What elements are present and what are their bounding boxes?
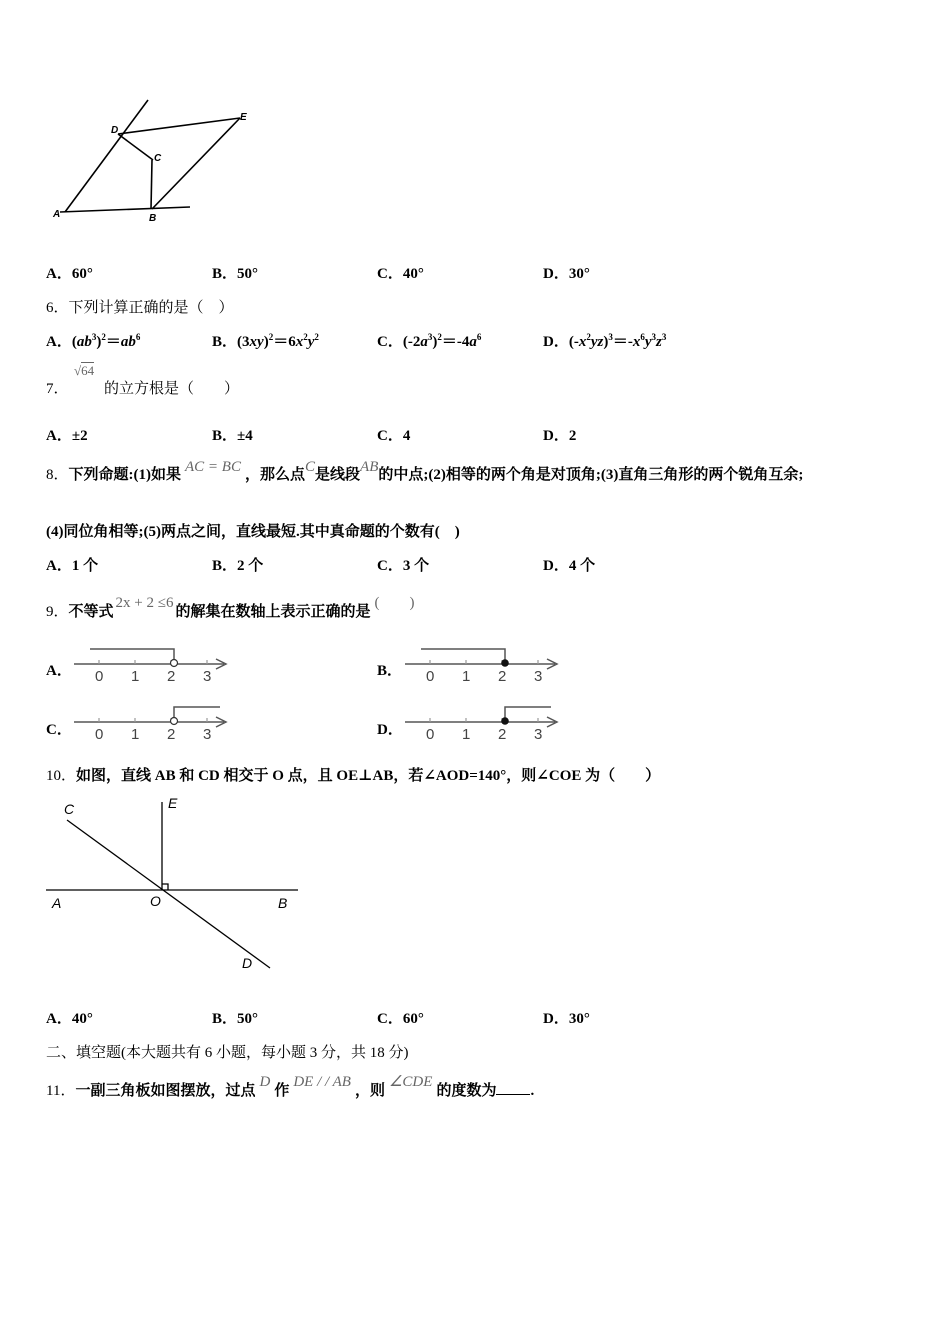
q11-text-4: 的度数为 <box>436 1083 497 1099</box>
line-d-e <box>118 118 240 134</box>
q8-math-3: AB <box>360 459 379 475</box>
q7-radical <box>74 363 94 379</box>
q6-option-b[interactable]: B．$(3xy)^2=6x^2y^2$ <box>212 332 319 350</box>
q9-option-c-label[interactable]: C． <box>46 722 72 738</box>
q9-stem <box>46 595 415 621</box>
fig5-label-e: E <box>240 112 247 123</box>
q8-text-3: 是线段 <box>315 467 361 483</box>
tick-3: 3 <box>203 668 212 685</box>
q9-math: 2x + 2 ≤6 <box>115 595 174 611</box>
tick-2: 2 <box>498 726 507 743</box>
line-a-d <box>65 100 148 212</box>
q11-number: 11． <box>46 1083 76 1099</box>
tick-0: 0 <box>426 726 435 743</box>
fig10-label-o: O <box>150 893 161 909</box>
section-2-title: 二、填空题(本大题共有 6 小题，每小题 3 分，共 18 分) <box>46 1045 409 1061</box>
tick-3: 3 <box>534 726 543 743</box>
q8-line2: (4)同位角相等;(5)两点之间，直线最短.其中真命题的个数有( ) <box>46 524 460 540</box>
q7-option-d[interactable]: D．2 <box>543 428 577 444</box>
q5-option-d[interactable]: D．30° <box>543 266 590 282</box>
q11-text-2: 作 <box>274 1083 290 1099</box>
q5-figure <box>40 95 270 230</box>
q8-line1 <box>46 459 804 484</box>
q8-math-2: C <box>305 459 316 475</box>
q7-radicand: 64 <box>81 363 95 378</box>
q11-math-2: DE / / AB <box>293 1074 351 1090</box>
sqrt-icon: √ <box>74 363 82 378</box>
q11-answer-blank[interactable] <box>496 1080 530 1095</box>
line-d-c <box>118 134 153 160</box>
q9-option-d-numberline[interactable] <box>401 703 563 745</box>
tick-2: 2 <box>167 726 176 743</box>
q8-option-a[interactable]: A．1 个 <box>46 558 99 574</box>
fig5-label-b: B <box>149 213 157 224</box>
fig10-label-a: A <box>52 895 62 911</box>
tick-0: 0 <box>95 726 104 743</box>
q9-paren: ( ) <box>374 595 415 611</box>
q10-option-a[interactable]: A．40° <box>46 1011 93 1027</box>
tick-0: 0 <box>426 668 435 685</box>
open-circle-icon <box>171 660 178 667</box>
q7-option-b[interactable]: B．±4 <box>212 428 253 444</box>
q7-number: 7． <box>46 381 69 397</box>
q7-option-c[interactable]: C．4 <box>377 428 411 444</box>
q10-option-b[interactable]: B．50° <box>212 1011 259 1027</box>
q9-text-1: 不等式 <box>68 604 114 620</box>
q8-text-4: 的中点;(2)相等的两个角是对顶角;(3)直角三角形的两个锐角互余; <box>378 467 804 483</box>
tick-2: 2 <box>167 668 176 685</box>
q10-text: 如图，直线 AB 和 CD 相交于 O 点，且 OE⊥AB，若∠AOD=140°，则∠COE 为（ ） <box>76 768 661 784</box>
q9-text-2: 的解集在数轴上表示正确的是 <box>175 604 371 620</box>
fig10-label-d: D <box>242 955 253 971</box>
q5-option-a[interactable]: A．60° <box>46 266 93 282</box>
fig5-label-c: C <box>154 153 162 164</box>
q9-option-d-label[interactable]: D． <box>377 722 403 738</box>
line-e-b <box>152 118 240 209</box>
q10-stem <box>46 764 660 785</box>
q8-option-d[interactable]: D．4 个 <box>543 558 596 574</box>
q8-text-2: ，那么点 <box>244 467 305 483</box>
q8-number: 8． <box>46 467 69 483</box>
q8-option-c[interactable]: C．3 个 <box>377 558 430 574</box>
q6-stem <box>46 296 234 317</box>
tick-3: 3 <box>203 726 212 743</box>
q9-option-b-label[interactable]: B． <box>377 663 403 679</box>
q11-text-3: ，则 <box>354 1083 385 1099</box>
q8-text-1: 下列命题:(1)如果 <box>68 467 182 483</box>
fig5-label-a: A <box>53 209 61 220</box>
q6-option-c[interactable]: C．$(-2a^3)^2=-4a^6$ <box>377 332 482 350</box>
filled-circle-icon <box>501 717 509 725</box>
q5-option-c[interactable]: C．40° <box>377 266 424 282</box>
q6-option-d[interactable]: D．$(-x^2yz)^3=-x^6y^3z^3$ <box>543 332 667 350</box>
tick-1: 1 <box>462 726 471 743</box>
right-angle-mark <box>162 884 168 890</box>
q9-option-b-numberline[interactable] <box>401 645 563 687</box>
q8-option-b[interactable]: B．2 个 <box>212 558 264 574</box>
fig10-label-c: C <box>64 801 75 817</box>
tick-3: 3 <box>534 668 543 685</box>
q11-math-3: ∠CDE <box>388 1074 433 1090</box>
fig10-label-b: B <box>278 895 288 911</box>
filled-circle-icon <box>501 659 509 667</box>
q11-stem <box>46 1074 535 1100</box>
open-circle-icon <box>171 718 178 725</box>
q9-option-a-label[interactable]: A． <box>46 663 72 679</box>
tick-1: 1 <box>462 668 471 685</box>
q11-text-5: . <box>530 1083 535 1099</box>
line-cd <box>67 820 270 968</box>
tick-0: 0 <box>95 668 104 685</box>
q11-math-1: D <box>259 1074 271 1090</box>
tick-1: 1 <box>131 668 140 685</box>
fig10-label-e: E <box>168 795 178 811</box>
q10-figure <box>40 790 310 980</box>
q7-option-a[interactable]: A．±2 <box>46 428 88 444</box>
q9-option-c-numberline[interactable] <box>70 703 232 745</box>
q5-option-b[interactable]: B．50° <box>212 266 259 282</box>
q8-math-1: AC = BC <box>185 459 241 475</box>
q11-text-1: 一副三角板如图摆放，过点 <box>75 1083 256 1099</box>
q9-option-a-numberline[interactable] <box>70 645 232 687</box>
tick-1: 1 <box>131 726 140 743</box>
q6-text: 下列计算正确的是（ ） <box>68 300 234 316</box>
tick-2: 2 <box>498 668 507 685</box>
q6-option-a[interactable]: A．$(ab^3)^2=ab^6$ <box>46 332 141 350</box>
line-c-b <box>151 160 152 209</box>
q10-number: 10． <box>46 768 77 784</box>
q7-stem: 的立方根是（ ） <box>104 381 240 397</box>
fig5-label-d: D <box>111 125 119 136</box>
line-a-b <box>60 207 190 212</box>
q10-option-d[interactable]: D．30° <box>543 1011 590 1027</box>
q9-number: 9． <box>46 604 69 620</box>
q10-option-c[interactable]: C．60° <box>377 1011 424 1027</box>
q6-number: 6． <box>46 300 69 316</box>
